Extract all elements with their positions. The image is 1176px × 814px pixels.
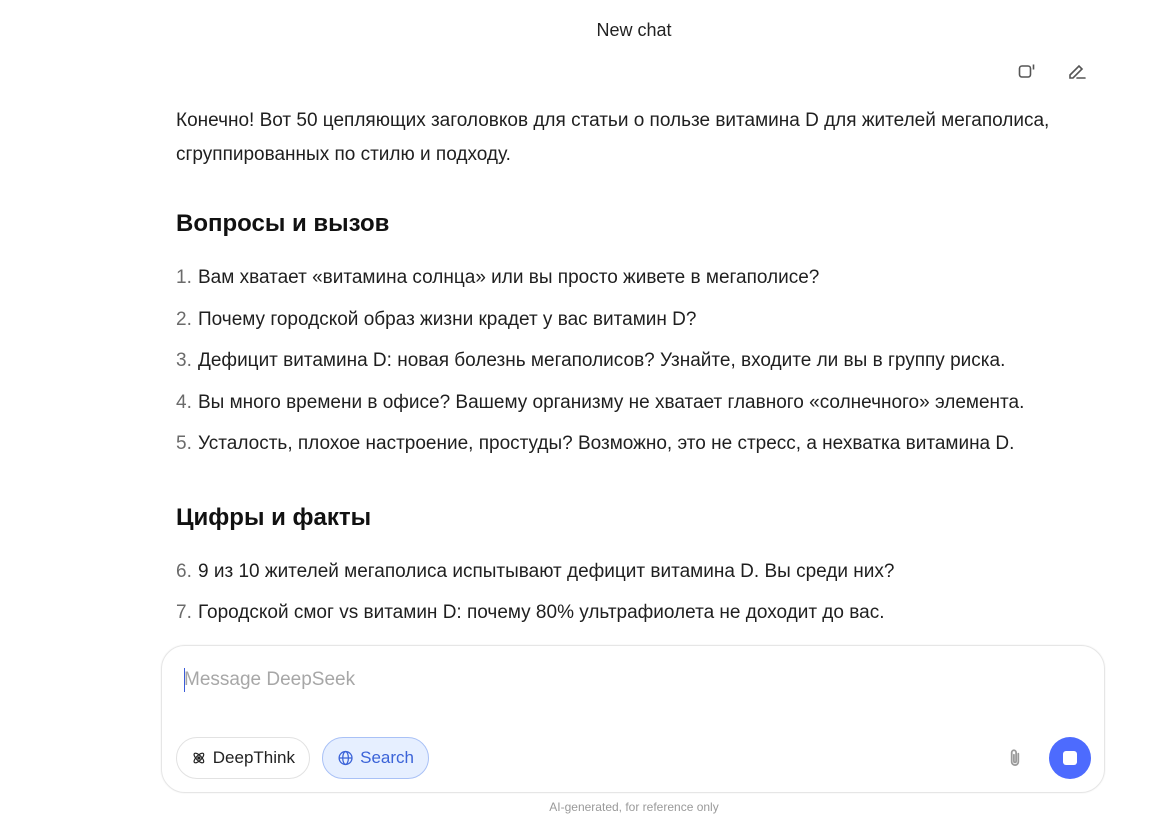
list-text: Вам хватает «витамина солнца» или вы просто живете в мегаполисе? [198,267,820,288]
headline-list [176,264,1076,458]
message-intro: Конечно! Вот 50 цепляющих заголовков для статьи о пользе витамина D для жителей мегаполиса, сгруппированных по стилю и подходу. [176,110,1050,165]
new-chat-icon[interactable] [1016,60,1038,82]
disclaimer: AI-generated, for reference only [549,800,719,814]
search-label: Search [360,748,414,767]
deepthink-button[interactable] [176,737,310,779]
assistant-message [176,104,1076,641]
stop-button[interactable] [1049,737,1091,779]
list-number: 7. [176,602,192,623]
list-number: 2. [176,308,192,330]
edit-icon[interactable] [1066,60,1088,82]
message-input[interactable] [184,666,1064,694]
message-composer [161,645,1105,793]
top-actions [1016,60,1088,82]
globe-icon [337,749,354,767]
list-item [176,347,1076,375]
atom-icon [191,749,207,767]
list-number: 3. [176,350,192,371]
paperclip-icon[interactable] [1004,747,1026,769]
list-text: Дефицит витамина D: новая болезнь мегаполисов? Узнайте, входите ли вы в группу риска. [198,350,1006,371]
list-text: Почему городской образ жизни крадет у вас витамин D? [198,308,697,330]
list-item [176,264,1076,292]
chat-title: New chat [596,20,672,40]
list-item [176,558,1076,586]
list-number: 4. [176,391,192,413]
section-title: Вопросы и вызов [176,210,390,237]
section-title: Цифры и факты [176,503,372,531]
stop-icon [1063,751,1077,765]
search-button[interactable] [322,737,429,779]
list-text: Городской смог vs витамин D: почему 80% ультрафиолета не доходит до вас. [198,602,885,623]
list-text: 9 из 10 жителей мегаполиса испытывают дефицит витамина D. Вы среди них? [198,560,895,582]
list-number: 1. [176,267,192,288]
deepthink-label: DeepThink [212,748,295,767]
list-item [176,599,1076,627]
list-number: 5. [176,433,192,454]
list-item [176,306,1076,334]
headline-list [176,558,1076,628]
list-number: 6. [176,560,192,582]
list-item [176,389,1076,417]
list-text: Усталость, плохое настроение, простуды? Возможно, это не стресс, а нехватка витамина D. [198,433,1015,454]
list-text: Вы много времени в офисе? Вашему организму не хватает главного «солнечного» элемента. [198,391,1025,413]
list-item [176,430,1076,458]
top-bar [0,0,1176,60]
